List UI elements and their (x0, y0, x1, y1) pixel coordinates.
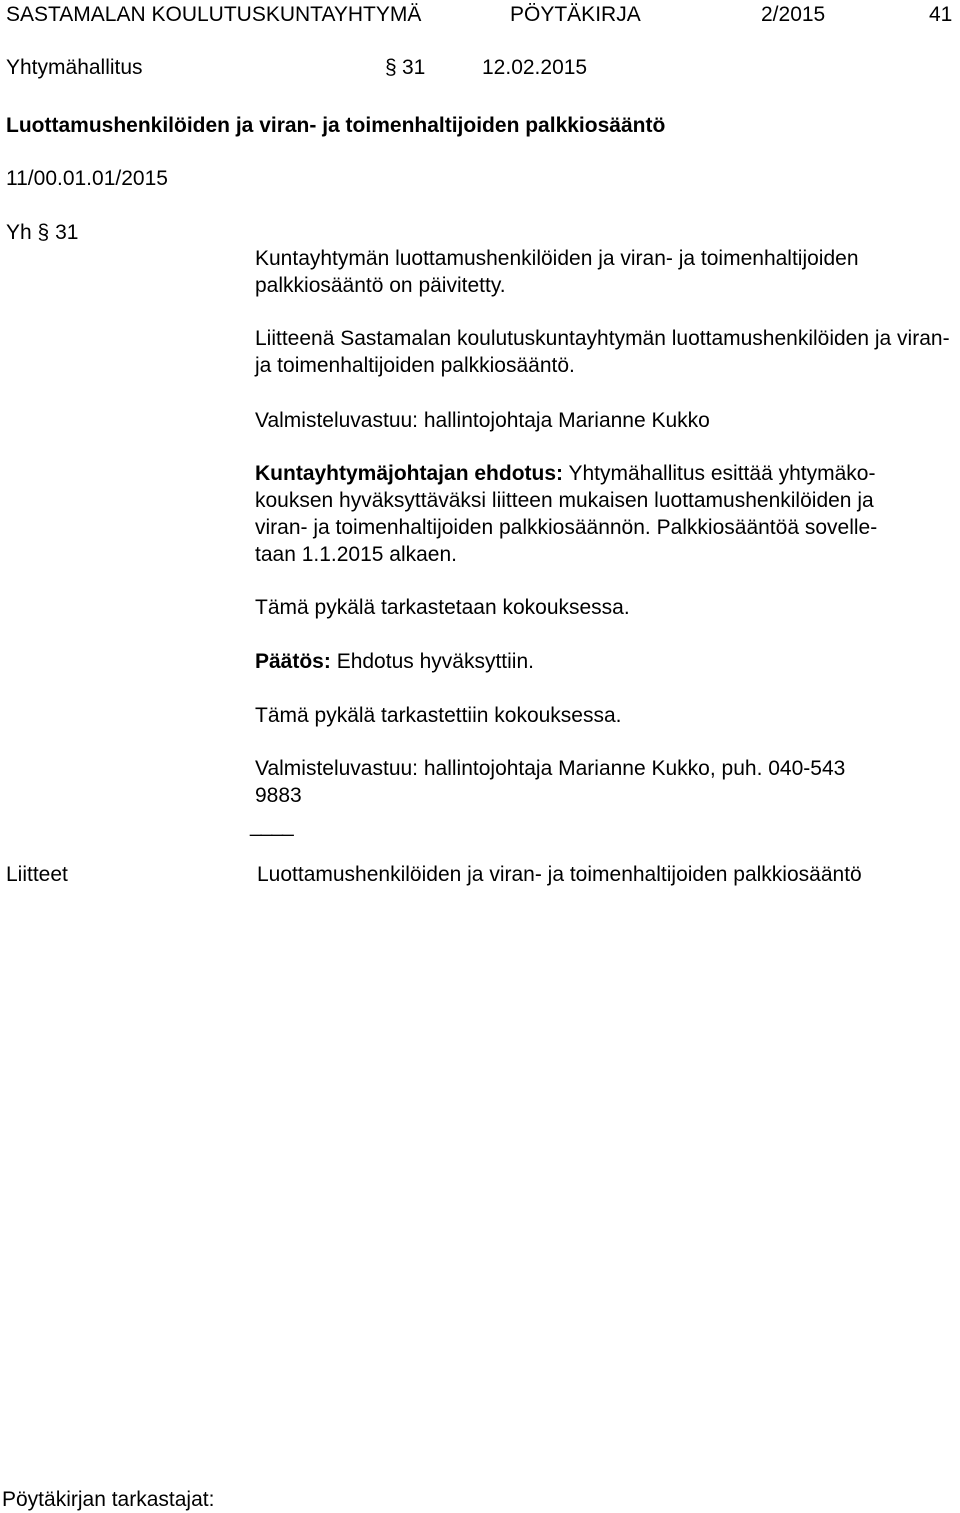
paragraph-reviewed-note: Tämä pykälä tarkastettiin kokouksessa. (255, 704, 622, 727)
section-symbol: § (385, 56, 397, 79)
paragraph-preparation: Valmisteluvastuu: hallintojohtaja Marianne Kukko (255, 409, 710, 432)
contact-line-2: 9883 (255, 784, 302, 807)
paragraph-decision (255, 648, 960, 675)
proposal-line-4: taan 1.1.2015 alkaen. (255, 543, 458, 566)
page-number: 41 (929, 3, 953, 26)
paragraph-review-note: Tämä pykälä tarkastetaan kokouksessa. (255, 596, 630, 619)
paragraph-intro: Kuntayhtymän luottamushenkilöiden ja viran- ja toimenhaltijoiden palkkiosääntö on päivitetty. (255, 247, 859, 297)
section-number: 31 (402, 56, 426, 79)
document-number: 2/2015 (761, 3, 826, 26)
paragraph-proposal (255, 460, 960, 568)
proposal-line-1 (255, 460, 960, 487)
body-name: Yhtymähallitus (6, 56, 143, 79)
reviewers-label: Pöytäkirjan tarkastajat: (2, 1488, 215, 1511)
proposal-line-3: viran- ja toimenhaltijoiden palkkiosäännön. Palkkiosääntöä sovelle- (255, 516, 878, 539)
section-ref-prefix: Yh (6, 221, 32, 244)
document-title: Luottamushenkilöiden ja viran- ja toimenhaltijoiden palkkiosääntö (6, 114, 666, 137)
section-ref-number: 31 (55, 221, 79, 244)
organization-name: SASTAMALAN KOULUTUSKUNTAYHTYMÄ (6, 3, 422, 26)
proposal-line-2: kouksen hyväksyttäväksi liitteen mukaisen luottamushenkilöiden ja (255, 489, 874, 512)
meeting-date: 12.02.2015 (482, 56, 588, 79)
proposal-text-1: Yhtymähallitus esittää yhtymäko- (563, 462, 876, 485)
section-ref (6, 219, 78, 246)
proposal-label: Kuntayhtymäjohtajan ehdotus: (255, 462, 564, 485)
paragraph-attachment-note: Liitteenä Sastamalan koulutuskuntayhtymän luottamushenkilöiden ja viran- ja toimenhaltijoiden palkkiosääntö. (255, 327, 950, 377)
decision-text: Ehdotus hyväksyttiin. (330, 650, 534, 673)
section-ref-symbol: § (37, 221, 50, 244)
attachment-link[interactable]: Luottamushenkilöiden ja viran- ja toimenhaltijoiden palkkiosääntö (257, 863, 862, 886)
decision-label: Päätös: (255, 650, 331, 673)
document-type: PÖYTÄKIRJA (510, 3, 641, 26)
case-number: 11/00.01.01/2015 (6, 167, 168, 190)
separator-line: ____ (250, 814, 293, 837)
paragraph-contact (255, 755, 960, 809)
attachments-label: Liitteet (6, 863, 68, 886)
contact-line-1: Valmisteluvastuu: hallintojohtaja Marianne Kukko, puh. 040-543 (255, 757, 846, 780)
